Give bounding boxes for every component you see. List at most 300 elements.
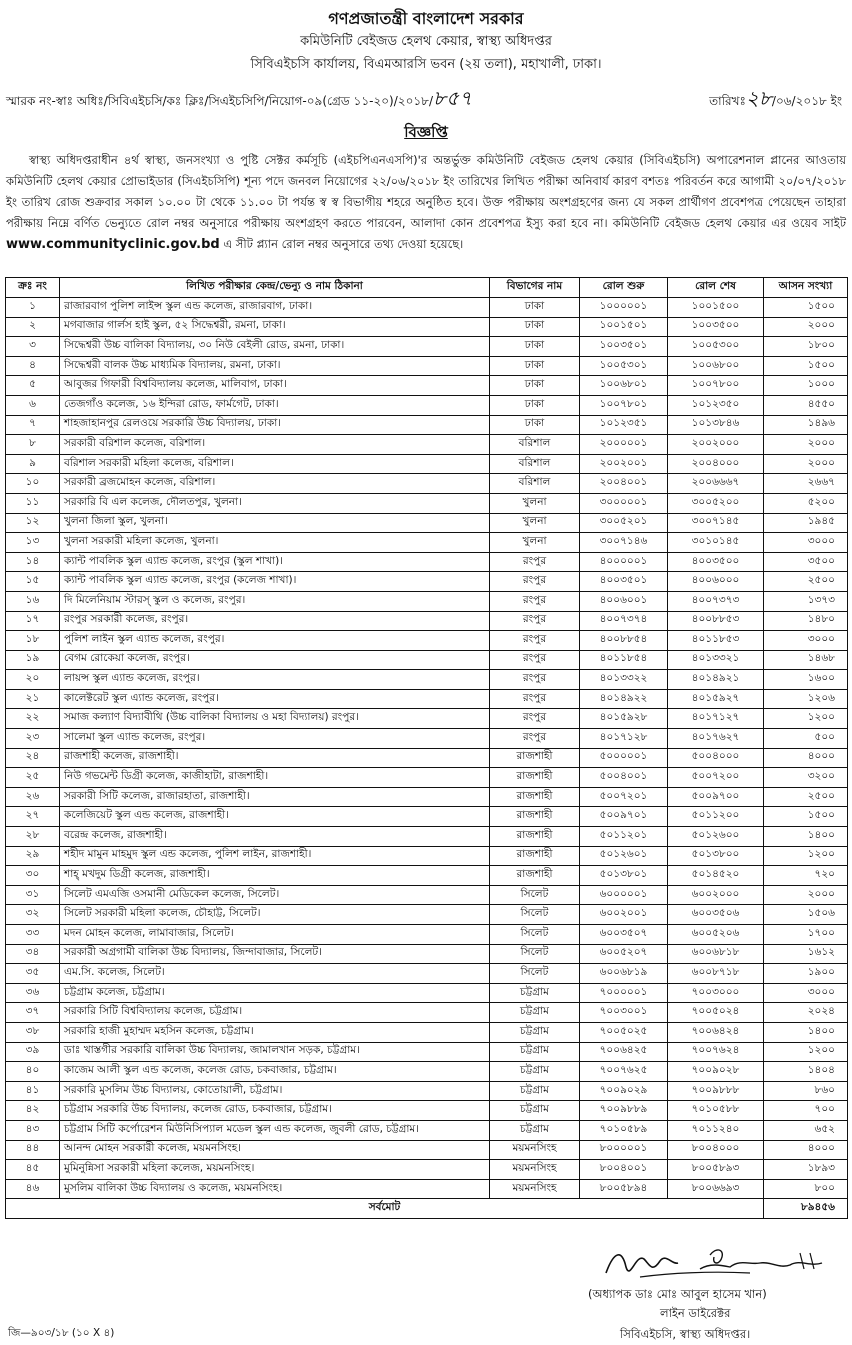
cell-seats: ১৮০০ bbox=[764, 337, 848, 357]
cell-serial: ৩৭ bbox=[6, 1003, 60, 1023]
col-roll-end: রোল শেষ bbox=[668, 278, 764, 298]
cell-serial: ২২ bbox=[6, 709, 60, 729]
cell-roll-start: ৩০০৫২০১ bbox=[580, 513, 668, 533]
cell-roll-start: ১০০৭৮০১ bbox=[580, 395, 668, 415]
cell-venue: নিউ গভমেন্ট ডিগ্রী কলেজ, কাজীহাটা, রাজশাহী। bbox=[60, 768, 490, 788]
cell-roll-end: ৫০১৩৮০০ bbox=[668, 846, 764, 866]
cell-venue: রাজশাহী কলেজ, রাজশাহী। bbox=[60, 748, 490, 768]
cell-division: সিলেট bbox=[490, 964, 580, 984]
cell-roll-end: ৩০১০১৪৫ bbox=[668, 533, 764, 553]
cell-roll-start: ৭০০০০০১ bbox=[580, 983, 668, 1003]
cell-serial: ১৭ bbox=[6, 611, 60, 631]
cell-roll-end: ৫০১১২০০ bbox=[668, 807, 764, 827]
cell-seats: ১২০৬ bbox=[764, 689, 848, 709]
cell-roll-end: ৪০১৭৬২৭ bbox=[668, 729, 764, 749]
seat-plan-table bbox=[5, 277, 848, 1219]
cell-serial: ৪৫ bbox=[6, 1160, 60, 1180]
col-roll-start: রোল শুরু bbox=[580, 278, 668, 298]
cell-roll-end: ৩০০৫২০০ bbox=[668, 493, 764, 513]
cell-roll-end: ৬০০৫২০৬ bbox=[668, 925, 764, 945]
cell-division: রংপুর bbox=[490, 591, 580, 611]
cell-serial: ৯ bbox=[6, 454, 60, 474]
cell-division: ঢাকা bbox=[490, 317, 580, 337]
office-address: সিবিএইচসি কার্যালয়, বিএমআরসি ভবন (২য় তলা), মহাখালী, ঢাকা। bbox=[250, 57, 602, 72]
cell-division: সিলেট bbox=[490, 905, 580, 925]
cell-division: বরিশাল bbox=[490, 474, 580, 494]
cell-seats: ১৪৮০ bbox=[764, 611, 848, 631]
cell-roll-start: ৭০০৫০২৫ bbox=[580, 1022, 668, 1042]
cell-serial: ৩৮ bbox=[6, 1022, 60, 1042]
cell-venue: চট্টগ্রাম সিটি কর্পোরেশন মিউনিসিপ্যাল মডেল স্কুল এন্ড কলেজ, জুবলী রোড, চট্টগ্রাম। bbox=[60, 1120, 490, 1140]
table-row bbox=[6, 807, 848, 827]
cell-roll-end: ৭০১১২৪০ bbox=[668, 1120, 764, 1140]
table-row bbox=[6, 317, 848, 337]
cell-venue: সালেমা স্কুল এ্যান্ড কলেজ, রংপুর। bbox=[60, 729, 490, 749]
cell-serial: ২৩ bbox=[6, 729, 60, 749]
cell-seats: ৪০০০ bbox=[764, 1140, 848, 1160]
cell-venue: আনন্দ মোহন সরকারী কলেজ, ময়মনসিংহ। bbox=[60, 1140, 490, 1160]
col-division: বিভাগের নাম bbox=[490, 278, 580, 298]
cell-division: রংপুর bbox=[490, 650, 580, 670]
cell-serial: ১১ bbox=[6, 493, 60, 513]
cell-serial: ৫ bbox=[6, 376, 60, 396]
cell-roll-start: ৪০১১৮৫৪ bbox=[580, 650, 668, 670]
cell-serial: ১২ bbox=[6, 513, 60, 533]
cell-serial: ১৫ bbox=[6, 572, 60, 592]
cell-division: সিলেট bbox=[490, 885, 580, 905]
cell-venue: সরকারী সিটি কলেজ, রাজারহাতা, রাজশাহী। bbox=[60, 787, 490, 807]
table-row bbox=[6, 670, 848, 690]
cell-venue: চট্টগ্রাম কলেজ, চট্টগ্রাম। bbox=[60, 983, 490, 1003]
cell-division: খুলনা bbox=[490, 513, 580, 533]
memo-ref-text: স্মারক নং-স্বাঃ অধিঃ/সিবিএইচসি/কঃ ক্লিঃ/সিএইচসিপি/নিয়োগ-০৯(গ্রেড ১১-২০)/২০১৮/ bbox=[6, 94, 433, 108]
cell-serial: ৩২ bbox=[6, 905, 60, 925]
cell-division: ঢাকা bbox=[490, 415, 580, 435]
cell-division: রংপুর bbox=[490, 729, 580, 749]
cell-venue: শহীদ মামুন মাহমুদ স্কুল এন্ড কলেজ, পুলিশ লাইন, রাজশাহী। bbox=[60, 846, 490, 866]
table-row bbox=[6, 1003, 848, 1023]
table-row bbox=[6, 631, 848, 651]
cell-division: সিলেট bbox=[490, 925, 580, 945]
table-row bbox=[6, 787, 848, 807]
cell-division: রংপুর bbox=[490, 552, 580, 572]
notice-title bbox=[0, 121, 852, 146]
cell-venue: সরকারী ব্রজমোহন কলেজ, বরিশাল। bbox=[60, 474, 490, 494]
cell-roll-start: ৪০০৭৩৭৪ bbox=[580, 611, 668, 631]
table-row bbox=[6, 827, 848, 847]
table-row bbox=[6, 925, 848, 945]
cell-roll-end: ৫০০৭২০০ bbox=[668, 768, 764, 788]
table-row bbox=[6, 591, 848, 611]
cell-venue: দি মিলেনিয়াম স্টারস্ স্কুল ও কলেজ, রংপুর। bbox=[60, 591, 490, 611]
notice-title-text: বিজ্ঞপ্তি bbox=[404, 123, 448, 141]
cell-roll-start: ৪০১৭১২৮ bbox=[580, 729, 668, 749]
cell-roll-end: ৪০১৩৩২১ bbox=[668, 650, 764, 670]
cell-serial: ৪ bbox=[6, 356, 60, 376]
cell-roll-start: ২০০২০০১ bbox=[580, 454, 668, 474]
cell-division: ময়মনসিংহ bbox=[490, 1179, 580, 1199]
cell-serial: ৪০ bbox=[6, 1062, 60, 1082]
cell-division: রংপুর bbox=[490, 611, 580, 631]
table-row bbox=[6, 356, 848, 376]
notice-body bbox=[6, 150, 846, 255]
cell-roll-start: ৫০১৩৮০১ bbox=[580, 866, 668, 886]
cell-serial: ৪৬ bbox=[6, 1179, 60, 1199]
cell-venue: সিদ্ধেশ্বরী বালক উচ্চ মাধ্যমিক বিদ্যালয়, রমনা, ঢাকা। bbox=[60, 356, 490, 376]
cell-serial: ২৬ bbox=[6, 787, 60, 807]
table-row bbox=[6, 298, 848, 318]
cell-venue: কাজেম আলী স্কুল এন্ড কলেজ, কলেজ রোড, চকবাজার, চট্টগ্রাম। bbox=[60, 1062, 490, 1082]
cell-roll-end: ৮০০৫৮৯৩ bbox=[668, 1160, 764, 1180]
cell-roll-start: ৭০০৩০০১ bbox=[580, 1003, 668, 1023]
cell-venue: বরিশাল সরকারী মহিলা কলেজ, বরিশাল। bbox=[60, 454, 490, 474]
table-row bbox=[6, 1022, 848, 1042]
table-row bbox=[6, 493, 848, 513]
cell-serial: ৩ bbox=[6, 337, 60, 357]
table-row bbox=[6, 611, 848, 631]
cell-roll-end: ১০০৫৩০০ bbox=[668, 337, 764, 357]
cell-roll-end: ৪০০৬০০০ bbox=[668, 572, 764, 592]
cell-roll-end: ২০০৬৬৬৭ bbox=[668, 474, 764, 494]
cell-roll-end: ১০০৩৫০০ bbox=[668, 317, 764, 337]
cell-roll-end: ৭০০৫০২৪ bbox=[668, 1003, 764, 1023]
cell-seats: ১৯৪৫ bbox=[764, 513, 848, 533]
cell-division: রাজশাহী bbox=[490, 748, 580, 768]
table-row bbox=[6, 376, 848, 396]
cell-seats: ৫০০ bbox=[764, 729, 848, 749]
cell-seats: ৩০০০ bbox=[764, 631, 848, 651]
cell-roll-start: ৫০০৪০০১ bbox=[580, 768, 668, 788]
cell-roll-start: ৬০০৬৮১৯ bbox=[580, 964, 668, 984]
col-seats: আসন সংখ্যা bbox=[764, 278, 848, 298]
table-row bbox=[6, 1179, 848, 1199]
cell-division: রংপুর bbox=[490, 572, 580, 592]
cell-venue: মুমিনুন্নিসা সরকারী মহিলা কলেজ, ময়মনসিংহ। bbox=[60, 1160, 490, 1180]
cell-seats: ২৫০০ bbox=[764, 787, 848, 807]
cell-division: ঢাকা bbox=[490, 376, 580, 396]
cell-serial: ৪২ bbox=[6, 1101, 60, 1121]
cell-roll-start: ৪০০৬০০১ bbox=[580, 591, 668, 611]
cell-seats: ৬৫২ bbox=[764, 1120, 848, 1140]
cell-venue: চট্টগ্রাম সরকারি উচ্চ বিদ্যালয়, কলেজ রোড, চকবাজার, চট্টগ্রাম। bbox=[60, 1101, 490, 1121]
cell-serial: ৭ bbox=[6, 415, 60, 435]
cell-serial: ৩০ bbox=[6, 866, 60, 886]
cell-serial: ২৪ bbox=[6, 748, 60, 768]
cell-division: রাজশাহী bbox=[490, 866, 580, 886]
cell-serial: ১৬ bbox=[6, 591, 60, 611]
cell-venue: ক্যান্ট পাবলিক স্কুল এ্যান্ড কলেজ, রংপুর (স্কুল শাখা)। bbox=[60, 552, 490, 572]
cell-seats: ১০০০ bbox=[764, 376, 848, 396]
cell-roll-start: ৬০০৫২০৭ bbox=[580, 944, 668, 964]
cell-venue: ডাঃ খাস্তগীর সরকারি বালিকা উচ্চ বিদ্যালয়, জামালখান সড়ক, চট্টগ্রাম। bbox=[60, 1042, 490, 1062]
cell-roll-end: ৪০০৩৫০০ bbox=[668, 552, 764, 572]
cell-roll-start: ৪০১৪৯২২ bbox=[580, 689, 668, 709]
cell-roll-end: ৫০১২৬০০ bbox=[668, 827, 764, 847]
cell-venue: সরকারী বরিশাল কলেজ, বরিশাল। bbox=[60, 435, 490, 455]
cell-roll-start: ৬০০৩৫০৭ bbox=[580, 925, 668, 945]
cell-seats: ৩৫০০ bbox=[764, 552, 848, 572]
col-venue: লিখিত পরীক্ষার কেন্দ্র/ভেন্যু ও নাম ঠিকানা bbox=[60, 278, 490, 298]
cell-venue: রাজারবাগ পুলিশ লাইন্স স্কুল এন্ড কলেজ, রাজারবাগ, ঢাকা। bbox=[60, 298, 490, 318]
cell-roll-end: ৬০০৬৮১৮ bbox=[668, 944, 764, 964]
cell-roll-end: ৭০১০৫৮৮ bbox=[668, 1101, 764, 1121]
cell-roll-start: ১০০৬৮০১ bbox=[580, 376, 668, 396]
cell-venue: সরকারি বি এল কলেজ, দৌলতপুর, খুলনা। bbox=[60, 493, 490, 513]
table-row bbox=[6, 944, 848, 964]
website-link[interactable]: www.communityclinic.gov.bd bbox=[6, 237, 220, 252]
table-row bbox=[6, 513, 848, 533]
cell-venue: লায়ন্স স্কুল এ্যান্ড কলেজ, রংপুর। bbox=[60, 670, 490, 690]
table-row bbox=[6, 454, 848, 474]
cell-division: চট্টগ্রাম bbox=[490, 1042, 580, 1062]
cell-division: বরিশাল bbox=[490, 435, 580, 455]
cell-serial: ১৩ bbox=[6, 533, 60, 553]
cell-roll-start: ৫০০০০০১ bbox=[580, 748, 668, 768]
table-row bbox=[6, 729, 848, 749]
cell-venue: বরেন্দ্র কলেজ, রাজশাহী। bbox=[60, 827, 490, 847]
cell-roll-end: ১০০৭৮০০ bbox=[668, 376, 764, 396]
cell-seats: ১২০০ bbox=[764, 1042, 848, 1062]
cell-seats: ৮৬০ bbox=[764, 1081, 848, 1101]
table-row bbox=[6, 1160, 848, 1180]
table-row bbox=[6, 395, 848, 415]
cell-roll-start: ৪০০৩৫০১ bbox=[580, 572, 668, 592]
cell-roll-end: ৪০০৮৮৫৩ bbox=[668, 611, 764, 631]
cell-roll-end: ৫০১৪৫২০ bbox=[668, 866, 764, 886]
cell-roll-start: ৪০১৩৩২২ bbox=[580, 670, 668, 690]
cell-serial: ৪১ bbox=[6, 1081, 60, 1101]
cell-roll-end: ৭০০৯৮৮৮ bbox=[668, 1081, 764, 1101]
cell-seats: ৫২০০ bbox=[764, 493, 848, 513]
table-row bbox=[6, 415, 848, 435]
cell-roll-end: ৬০০৩৫০৬ bbox=[668, 905, 764, 925]
cell-roll-end: ৭০০৯০২৮ bbox=[668, 1062, 764, 1082]
cell-serial: ৩৯ bbox=[6, 1042, 60, 1062]
cell-roll-start: ১০০৩৫০১ bbox=[580, 337, 668, 357]
cell-seats: ৪০০০ bbox=[764, 748, 848, 768]
cell-seats: ১৭০০ bbox=[764, 925, 848, 945]
table-row bbox=[6, 964, 848, 984]
cell-roll-start: ৬০০০০০১ bbox=[580, 885, 668, 905]
cell-serial: ১০ bbox=[6, 474, 60, 494]
table-row bbox=[6, 1101, 848, 1121]
cell-venue: সিলেট এমএজি ওসমানী মেডিকেল কলেজ, সিলেট। bbox=[60, 885, 490, 905]
cell-seats: ৭০০ bbox=[764, 1101, 848, 1121]
cell-roll-start: ৭০০৯৮৮৯ bbox=[580, 1101, 668, 1121]
cell-venue: আবুজর গিফারী বিশ্ববিদ্যালয় কলেজ, মালিবাগ, ঢাকা। bbox=[60, 376, 490, 396]
cell-roll-end: ৪০১৭১২৭ bbox=[668, 709, 764, 729]
cell-serial: ৮ bbox=[6, 435, 60, 455]
cell-serial: ৬ bbox=[6, 395, 60, 415]
cell-division: রাজশাহী bbox=[490, 807, 580, 827]
cell-division: খুলনা bbox=[490, 493, 580, 513]
cell-division: চট্টগ্রাম bbox=[490, 1062, 580, 1082]
cell-seats: ৩২০০ bbox=[764, 768, 848, 788]
cell-seats: ১৪০৪ bbox=[764, 1062, 848, 1082]
body-text-2: এ সীট প্ল্যান রোল নম্বর অনুসারে তথ্য দেওয়া হয়েছে। bbox=[223, 237, 464, 251]
cell-division: রংপুর bbox=[490, 670, 580, 690]
cell-roll-start: ৩০০৭১৪৬ bbox=[580, 533, 668, 553]
cell-roll-end: ৭০০৩০০০ bbox=[668, 983, 764, 1003]
cell-division: সিলেট bbox=[490, 944, 580, 964]
cell-seats: ৪৫৫০ bbox=[764, 395, 848, 415]
table-row bbox=[6, 768, 848, 788]
cell-venue: সমাজ কল্যাণ বিদ্যাবীথি (উচ্চ বালিকা বিদ্যালয় ও মহা বিদ্যালয়) রংপুর। bbox=[60, 709, 490, 729]
cell-seats: ১৪৬৮ bbox=[764, 650, 848, 670]
cell-venue: সরকারি সিটি বিশ্ববিদ্যালয় কলেজ, চট্টগ্রাম। bbox=[60, 1003, 490, 1023]
cell-venue: কালেক্টরেট স্কুল এ্যান্ড কলেজ, রংপুর। bbox=[60, 689, 490, 709]
body-text-1: স্বাস্থ্য অধিদপ্তরাধীন ৪র্থ স্বাস্থ্য, জনসংখ্যা ও পুষ্টি সেক্টর কর্মসূচি (এইচপিএনএসপি)'র অন্তর্ভুক্ত কমিউনিটি বেইজড হেলথ কেয়ার (সিবিএইচসি) অপারেশনাল প্লানের আওতায় কমিউনিটি হেলথ কেয়ার প্রোভাইডার (সিএইচসিপি) শূন্য পদে জনবল নিয়োগের ২২/০৬/২০১৮ ইং তারিখের লিখিত পরীক্ষা অনিবার্য কারণ বশতঃ পরিবর্তন করে আগামী ২০/০৭/২০১৮ ইং তারিখ রোজ শুক্রবার সকাল ১০.০০ টা থেকে ১১.০০ টা পর্যন্ত স্ব স্ব বিভাগীয় শহরে অনুষ্ঠিত হবে। উক্ত পরীক্ষায় অংশগ্রহণের জন্য যে সকল প্রার্থীগণ প্রবেশপত্র পেয়েছেন তাহারা পরীক্ষায় নিম্নে বর্ণিত ভেন্যুতে রোল নম্বর অনুসারে পরীক্ষায় অংশগ্রহণ করতে পারবেন, আলাদা কোন প্রবেশপত্র ইস্যু করা হবে না। কমিউনিটি বেইজড হেলথ কেয়ার এর ওয়েব সাইট bbox=[6, 153, 846, 230]
cell-roll-start: ১০০০০০১ bbox=[580, 298, 668, 318]
cell-division: রংপুর bbox=[490, 689, 580, 709]
table-row bbox=[6, 983, 848, 1003]
total-value: ৮৯৪৫৬ bbox=[764, 1199, 848, 1219]
cell-roll-end: ৭০০৬৪২৪ bbox=[668, 1022, 764, 1042]
table-row bbox=[6, 866, 848, 886]
cell-seats: ১২০০ bbox=[764, 709, 848, 729]
cell-division: রাজশাহী bbox=[490, 827, 580, 847]
cell-division: ঢাকা bbox=[490, 337, 580, 357]
cell-division: রংপুর bbox=[490, 709, 580, 729]
cell-roll-end: ৫০০৪০০০ bbox=[668, 748, 764, 768]
total-label: সর্বমোট bbox=[6, 1199, 764, 1219]
department-title: কমিউনিটি বেইজড হেলথ কেয়ার, স্বাস্থ্য অধিদপ্তর bbox=[300, 34, 552, 49]
cell-seats: ২০২৪ bbox=[764, 1003, 848, 1023]
cell-roll-start: ১০১২৩৫১ bbox=[580, 415, 668, 435]
cell-seats: ২০০০ bbox=[764, 317, 848, 337]
table-header-row bbox=[6, 278, 848, 298]
cell-roll-end: ৮০০৬৬৯৩ bbox=[668, 1179, 764, 1199]
date-handwritten: ২৮ bbox=[745, 86, 772, 110]
cell-serial: ১৪ bbox=[6, 552, 60, 572]
cell-seats: ১৫০০ bbox=[764, 298, 848, 318]
cell-roll-start: ৭০০৬৪২৫ bbox=[580, 1042, 668, 1062]
cell-division: চট্টগ্রাম bbox=[490, 1101, 580, 1121]
table-row bbox=[6, 1140, 848, 1160]
cell-seats: ১৩৭৩ bbox=[764, 591, 848, 611]
cell-roll-end: ৬০০৮৭১৮ bbox=[668, 964, 764, 984]
cell-serial: ৪৪ bbox=[6, 1140, 60, 1160]
cell-roll-end: ৪০১৪৯২১ bbox=[668, 670, 764, 690]
table-row bbox=[6, 1081, 848, 1101]
cell-seats: ৩০০০ bbox=[764, 533, 848, 553]
cell-serial: ২৫ bbox=[6, 768, 60, 788]
table-row bbox=[6, 1120, 848, 1140]
cell-division: ঢাকা bbox=[490, 356, 580, 376]
cell-serial: ৩১ bbox=[6, 885, 60, 905]
table-row bbox=[6, 337, 848, 357]
cell-roll-start: ১০০৫৩০১ bbox=[580, 356, 668, 376]
cell-seats: ২৬৬৭ bbox=[764, 474, 848, 494]
cell-seats: ১৬০০ bbox=[764, 670, 848, 690]
cell-roll-end: ২০০৪০০০ bbox=[668, 454, 764, 474]
cell-division: ঢাকা bbox=[490, 395, 580, 415]
cell-roll-end: ৫০০৯৭০০ bbox=[668, 787, 764, 807]
cell-venue: শাহ্ মখদুম ডিগ্রী কলেজ, রাজশাহী। bbox=[60, 866, 490, 886]
cell-venue: সিদ্ধেশ্বরী উচ্চ বালিকা বিদ্যালয়, ৩০ নিউ বেইলী রোড, রমনা, ঢাকা। bbox=[60, 337, 490, 357]
table-row bbox=[6, 1062, 848, 1082]
cell-roll-end: ২০০২০০০ bbox=[668, 435, 764, 455]
cell-venue: বেগম রোকেয়া কলেজ, রংপুর। bbox=[60, 650, 490, 670]
cell-serial: ১৮ bbox=[6, 631, 60, 651]
cell-venue: সরকারি হাজী মুহাম্মদ মহসিন কলেজ, চট্টগ্রাম। bbox=[60, 1022, 490, 1042]
cell-roll-end: ৪০১৫৯২৭ bbox=[668, 689, 764, 709]
cell-venue: মুসলিম বালিকা উচ্চ বিদ্যালয় ও কলেজ, ময়মনসিংহ। bbox=[60, 1179, 490, 1199]
date-rest: /০৬/২০১৮ ইং bbox=[771, 94, 842, 108]
cell-venue: মগবাজার গার্লস হাই স্কুল, ৫২ সিদ্ধেশ্বরী, রমনা, ঢাকা। bbox=[60, 317, 490, 337]
cell-roll-start: ২০০০০০১ bbox=[580, 435, 668, 455]
cell-seats: ১৪০০ bbox=[764, 1022, 848, 1042]
cell-venue: তেজগাঁও কলেজ, ১৬ ইন্দিরা রোড, ফার্মগেট, ঢাকা। bbox=[60, 395, 490, 415]
cell-serial: ২১ bbox=[6, 689, 60, 709]
cell-seats: ১৫০০ bbox=[764, 356, 848, 376]
table-total-row bbox=[6, 1199, 848, 1219]
signatory-designation: লাইন ডাইরেক্টর bbox=[660, 1306, 731, 1320]
cell-division: চট্টগ্রাম bbox=[490, 983, 580, 1003]
table-row bbox=[6, 846, 848, 866]
cell-venue: শাহজাহানপুর রেলওয়ে সরকারি উচ্চ বিদ্যালয়, ঢাকা। bbox=[60, 415, 490, 435]
cell-serial: ২৯ bbox=[6, 846, 60, 866]
cell-division: রাজশাহী bbox=[490, 846, 580, 866]
cell-venue: এম.সি. কলেজ, সিলেট। bbox=[60, 964, 490, 984]
cell-serial: ৩৬ bbox=[6, 983, 60, 1003]
cell-division: চট্টগ্রাম bbox=[490, 1120, 580, 1140]
cell-division: রাজশাহী bbox=[490, 768, 580, 788]
cell-serial: ৪৩ bbox=[6, 1120, 60, 1140]
cell-roll-start: ৭০০৯০২৯ bbox=[580, 1081, 668, 1101]
cell-seats: ১৫০৬ bbox=[764, 905, 848, 925]
cell-roll-start: ৭০০৭৬২৫ bbox=[580, 1062, 668, 1082]
table-row bbox=[6, 552, 848, 572]
cell-roll-start: ২০০৪০০১ bbox=[580, 474, 668, 494]
cell-seats: ২০০০ bbox=[764, 885, 848, 905]
signatory-name: (অধ্যাপক ডাঃ মোঃ আবুল হাসেম খান) bbox=[588, 1287, 767, 1301]
cell-roll-end: ১০১২৩৫০ bbox=[668, 395, 764, 415]
cell-division: বরিশাল bbox=[490, 454, 580, 474]
print-footnote: জি—৯০৩/১৮ (১০ X ৪) bbox=[8, 1327, 115, 1339]
table-row bbox=[6, 885, 848, 905]
table-row bbox=[6, 1042, 848, 1062]
cell-roll-end: ৪০১১৮৫৩ bbox=[668, 631, 764, 651]
cell-venue: মদন মোহন কলেজ, লামাবাজার, সিলেট। bbox=[60, 925, 490, 945]
cell-roll-start: ৬০০২০০১ bbox=[580, 905, 668, 925]
cell-seats: ২০০০ bbox=[764, 435, 848, 455]
table-row bbox=[6, 435, 848, 455]
cell-division: চট্টগ্রাম bbox=[490, 1022, 580, 1042]
cell-division: ময়মনসিংহ bbox=[490, 1160, 580, 1180]
date-label: তারিখঃ bbox=[709, 94, 746, 108]
cell-roll-start: ৩০০০০০১ bbox=[580, 493, 668, 513]
cell-venue: ক্যান্ট পাবলিক স্কুল এ্যান্ড কলেজ, রংপুর (কলেজ শাখা)। bbox=[60, 572, 490, 592]
cell-venue: কলেজিয়েট স্কুল এন্ড কলেজ, রাজশাহী। bbox=[60, 807, 490, 827]
cell-venue: রংপুর সরকারী কলেজ, রংপুর। bbox=[60, 611, 490, 631]
cell-serial: ২০ bbox=[6, 670, 60, 690]
cell-division: রংপুর bbox=[490, 631, 580, 651]
cell-division: চট্টগ্রাম bbox=[490, 1081, 580, 1101]
cell-serial: ২৮ bbox=[6, 827, 60, 847]
cell-roll-end: ১০০১৫০০ bbox=[668, 298, 764, 318]
cell-roll-end: ১০১৩৮৪৬ bbox=[668, 415, 764, 435]
cell-venue: খুলনা জিলা স্কুল, খুলনা। bbox=[60, 513, 490, 533]
cell-serial: ৩৫ bbox=[6, 964, 60, 984]
cell-seats: ২০০০ bbox=[764, 454, 848, 474]
cell-roll-end: ৪০০৭৩৭৩ bbox=[668, 591, 764, 611]
cell-roll-end: ৮০০৪০০০ bbox=[668, 1140, 764, 1160]
cell-seats: ১৪৯৬ bbox=[764, 415, 848, 435]
cell-division: খুলনা bbox=[490, 533, 580, 553]
cell-seats: ১৯০০ bbox=[764, 964, 848, 984]
cell-roll-start: ৮০০৪০০১ bbox=[580, 1160, 668, 1180]
